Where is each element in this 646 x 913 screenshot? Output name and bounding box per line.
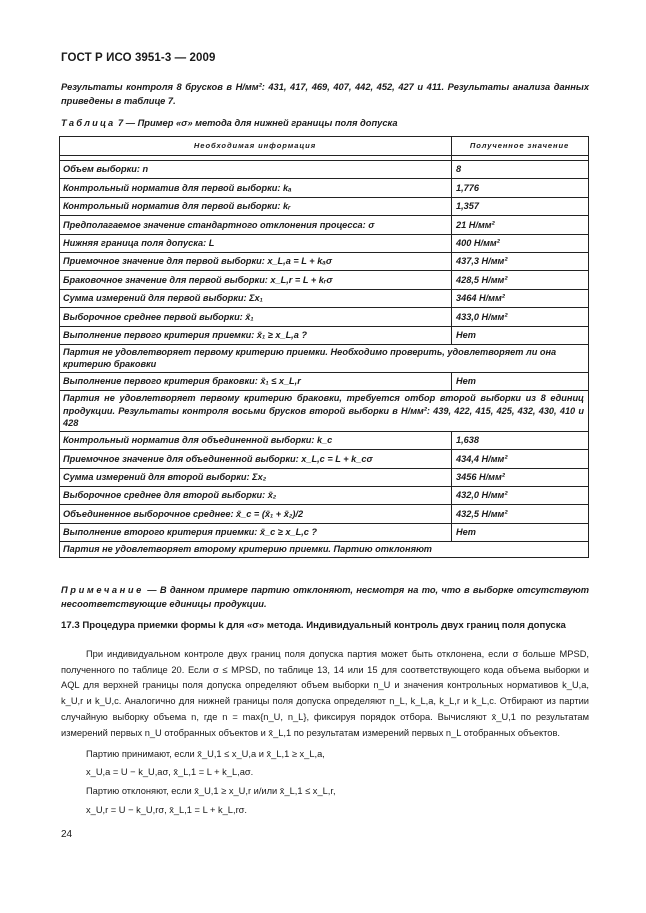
row-label: Объем выборки: n: [60, 161, 452, 179]
row-label: Сумма измерений для первой выборки: Σx₁: [60, 289, 452, 307]
table-row: [60, 431, 589, 449]
table-header-info: Необходимая информация: [60, 137, 452, 156]
row-value: 432,5 Н/мм²: [452, 505, 589, 523]
table-row: [60, 523, 589, 541]
intro-paragraph: Результаты контроля 8 брусков в Н/мм²: 431, 417, 469, 407, 442, 452, 427 и 411. Результаты анализа данных приведены в таблице 7.: [61, 82, 589, 106]
row-label: Выполнение первого критерия браковки: x̄₁ ≤ x_L,r: [60, 372, 452, 390]
table-span-row: [60, 542, 589, 558]
row-value: 3456 Н/мм²: [452, 468, 589, 486]
row-value: 437,3 Н/мм²: [452, 252, 589, 270]
table-note: [61, 583, 589, 611]
row-value: Нет: [452, 326, 589, 344]
note-text: — В данном примере партию отклоняют, несмотря на то, что в выборке отсутствуют несоответствующие единицы продукции.: [61, 585, 589, 609]
row-value: 432,0 Н/мм²: [452, 486, 589, 504]
row-label: Выполнение второго критерия приемки: x̄_c ≥ x_L,c ?: [60, 523, 452, 541]
table-row: [60, 179, 589, 197]
table-span-row: [60, 391, 589, 432]
row-label: Предполагаемое значение стандартного отклонения процесса: σ: [60, 216, 452, 234]
row-value: Нет: [452, 523, 589, 541]
row-value: 434,4 Н/мм²: [452, 450, 589, 468]
table-row: [60, 252, 589, 270]
table-row: [60, 289, 589, 307]
table-header-value: Полученное значение: [452, 137, 589, 156]
table-row: [60, 216, 589, 234]
table-span-row: [60, 344, 589, 372]
row-value: 8: [452, 161, 589, 179]
body-text: [61, 647, 589, 741]
row-label: Приемочное значение для объединенной выборки: x_L,c = L + k_cσ: [60, 450, 452, 468]
page-header: ГОСТ Р ИСО 3951-3 — 2009: [61, 52, 216, 64]
table-caption-word: Таблица: [61, 118, 116, 128]
formula-reject: Партию отклоняют, если x̄_U,1 ≥ x_U,r и/или x̄_L,1 ≤ x_L,r,: [86, 786, 336, 796]
data-table: [59, 136, 589, 558]
table-caption-text: 7 — Пример «σ» метода для нижней границы поля допуска: [115, 118, 398, 128]
note-label: Примечание: [61, 585, 144, 595]
row-label: Контрольный норматив для первой выборки: kₐ: [60, 179, 452, 197]
section-heading: 17.3 Процедура приемки формы k для «σ» метода. Индивидуальный контроль двух границ поля допуска: [61, 620, 566, 631]
span-text: Партия не удовлетворяет первому критерию приемки. Необходимо проверить, удовлетворяет ли она критерию браковки: [60, 344, 589, 372]
row-value: Нет: [452, 372, 589, 390]
table-caption: [61, 118, 398, 128]
row-value: 428,5 Н/мм²: [452, 271, 589, 289]
row-value: 1,357: [452, 197, 589, 215]
table-row: [60, 450, 589, 468]
formula-reject-values: x_U,r = U − k_U,rσ, x̄_L,1 = L + k_L,rσ.: [86, 805, 247, 815]
table-row: [60, 308, 589, 326]
row-label: Выборочное среднее первой выборки: x̄₁: [60, 308, 452, 326]
table-row: [60, 234, 589, 252]
table-row: [60, 486, 589, 504]
table-row: [60, 161, 589, 179]
span-text: Партия не удовлетворяет второму критерию приемки. Партию отклоняют: [60, 542, 589, 558]
row-label: Нижняя граница поля допуска: L: [60, 234, 452, 252]
row-value: 433,0 Н/мм²: [452, 308, 589, 326]
table-row: [60, 326, 589, 344]
table-row: [60, 372, 589, 390]
row-label: Выборочное среднее для второй выборки: x̄₂: [60, 486, 452, 504]
row-label: Браковочное значение для первой выборки: x_L,r = L + kᵣσ: [60, 271, 452, 289]
formula-accept-values: x_U,a = U − k_U,aσ, x̄_L,1 = L + k_L,aσ.: [86, 767, 254, 777]
table-row: [60, 197, 589, 215]
page-number: 24: [61, 829, 73, 840]
row-label: Приемочное значение для первой выборки: x_L,a = L + kₐσ: [60, 252, 452, 270]
table-row: [60, 271, 589, 289]
row-label: Объединенное выборочное среднее: x̄_c = (x̄₁ + x̄₂)/2: [60, 505, 452, 523]
row-value: 21 Н/мм²: [452, 216, 589, 234]
table-row: [60, 468, 589, 486]
row-label: Контрольный норматив для первой выборки: kᵣ: [60, 197, 452, 215]
row-value: 3464 Н/мм²: [452, 289, 589, 307]
table-row: [60, 505, 589, 523]
row-label: Сумма измерений для второй выборки: Σx₂: [60, 468, 452, 486]
row-value: 1,776: [452, 179, 589, 197]
span-text: Партия не удовлетворяет первому критерию браковки, требуется отбор второй выборки из 8 единиц продукции. Результаты контроля восьми брусков второй выборки в Н/мм²: 439, 422, 415, 425, 432, 430, 410 и 428: [60, 391, 589, 432]
formula-accept: Партию принимают, если x̄_U,1 ≤ x_U,a и x̄_L,1 ≥ x_L,a,: [86, 749, 325, 759]
row-label: Выполнение первого критерия приемки: x̄₁ ≥ x_L,a ?: [60, 326, 452, 344]
body-paragraph: При индивидуальном контроле двух границ поля допуска партия может быть отклонена, если σ больше MPSD, полученного по таблице 20. Если σ ≤ MPSD, по таблице 13, 14 или 15 для соответствующего кода объема выборки и AQL для верхней границы поля допуска определяют объем выборки n_U и значения контрольных нормативов k_U,a, k_U,r и k_U,c. Аналогично для нижней границы поля допуска определяют n_L, k_L,a, k_L,r и k_L,c. Отбирают из партии случайную выборку объема n, где n = max{n_U, n_L}, фиксируя порядок отбора. Вычисляют x̄_U,1 по результатам измерений первых n_U отобранных объектов и x̄_L,1 по результатам измерений первых n_L отобранных объектов.: [61, 649, 589, 738]
row-value: 1,638: [452, 431, 589, 449]
row-value: 400 Н/мм²: [452, 234, 589, 252]
row-label: Контрольный норматив для объединенной выборки: k_c: [60, 431, 452, 449]
